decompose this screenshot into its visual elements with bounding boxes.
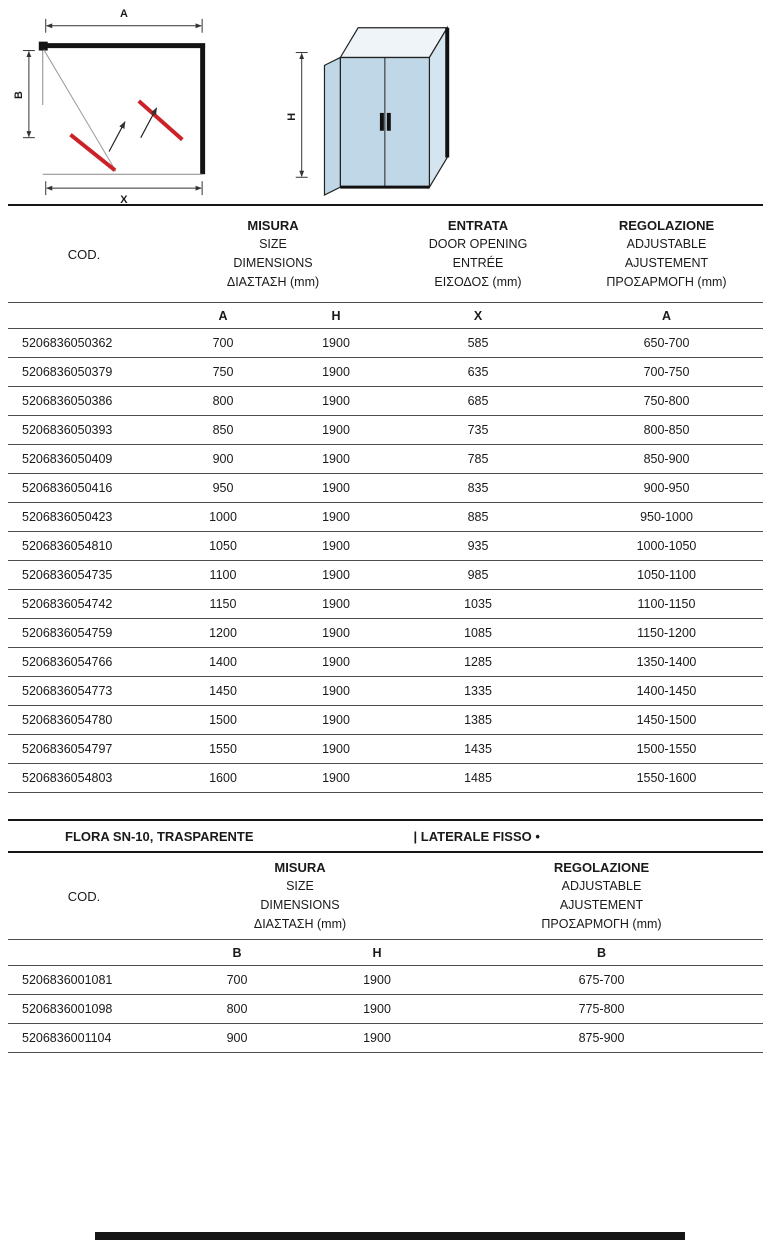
spec-value-cell: 1900 bbox=[286, 358, 386, 387]
table-row bbox=[8, 1024, 763, 1053]
spec-value-cell: 950-1000 bbox=[570, 503, 763, 532]
handle-icon bbox=[387, 113, 391, 131]
spec-value-cell: 1900 bbox=[286, 561, 386, 590]
subheader-b-adjust: B bbox=[440, 940, 763, 966]
spec-value-cell: 1485 bbox=[386, 764, 570, 793]
header-line: REGOLAZIONE bbox=[553, 860, 650, 875]
door-direction-arrow-1 bbox=[109, 122, 125, 152]
spec-value-cell: 635 bbox=[386, 358, 570, 387]
header-line: ADJUSTABLE bbox=[561, 879, 642, 893]
spec-value-cell: 1450 bbox=[160, 677, 286, 706]
product-code-cell: 5206836054773 bbox=[8, 677, 160, 706]
main-size-table-body bbox=[8, 329, 763, 793]
spec-value-cell: 1350-1400 bbox=[570, 648, 763, 677]
spec-value-cell: 1900 bbox=[286, 416, 386, 445]
table-header-row bbox=[8, 205, 763, 303]
table-row bbox=[8, 358, 763, 387]
header-line: AJUSTEMENT bbox=[559, 898, 644, 912]
header-line: DIMENSIONS bbox=[233, 256, 313, 270]
spec-value-cell: 1900 bbox=[286, 474, 386, 503]
subheader-h: H bbox=[286, 303, 386, 329]
column-group-regolazione bbox=[570, 205, 763, 303]
table-row bbox=[8, 445, 763, 474]
dimension-label-x: X bbox=[120, 194, 128, 204]
spec-value-cell: 700 bbox=[160, 329, 286, 358]
perspective-view-diagram bbox=[284, 6, 459, 204]
header-line: MISURA bbox=[247, 218, 299, 233]
spec-value-cell: 985 bbox=[386, 561, 570, 590]
spec-value-cell: 900-950 bbox=[570, 474, 763, 503]
spec-value-cell: 1550-1600 bbox=[570, 764, 763, 793]
header-line: ENTRATA bbox=[447, 218, 509, 233]
spec-value-cell: 1100 bbox=[160, 561, 286, 590]
spec-value-cell: 1500-1550 bbox=[570, 735, 763, 764]
spec-value-cell: 675-700 bbox=[440, 966, 763, 995]
spec-value-cell: 750 bbox=[160, 358, 286, 387]
spec-value-cell: 1100-1150 bbox=[570, 590, 763, 619]
spec-value-cell: 1900 bbox=[286, 503, 386, 532]
dimension-label-h: H bbox=[285, 112, 298, 121]
spec-value-cell: 1050 bbox=[160, 532, 286, 561]
spec-value-cell: 1150-1200 bbox=[570, 619, 763, 648]
section-title-variant: | LATERALE FISSO • bbox=[413, 828, 540, 844]
subheader-empty bbox=[8, 303, 160, 329]
header-line: ADJUSTABLE bbox=[626, 237, 707, 251]
spec-value-cell: 685 bbox=[386, 387, 570, 416]
product-code-cell: 5206836054766 bbox=[8, 648, 160, 677]
table-header-row bbox=[8, 853, 763, 940]
dimension-label-b: B bbox=[12, 91, 25, 100]
spec-value-cell: 1900 bbox=[286, 387, 386, 416]
door-panel-2 bbox=[139, 101, 183, 140]
subheader-a-adjust: A bbox=[570, 303, 763, 329]
table-row bbox=[8, 735, 763, 764]
table-row bbox=[8, 677, 763, 706]
spec-value-cell: 1085 bbox=[386, 619, 570, 648]
table-row bbox=[8, 416, 763, 445]
spec-value-cell: 800-850 bbox=[570, 416, 763, 445]
header-line: DOOR OPENING bbox=[428, 237, 528, 251]
spec-value-cell: 775-800 bbox=[440, 995, 763, 1024]
spec-value-cell: 935 bbox=[386, 532, 570, 561]
spec-value-cell: 1285 bbox=[386, 648, 570, 677]
table-row bbox=[8, 706, 763, 735]
spec-value-cell: 1600 bbox=[160, 764, 286, 793]
spec-value-cell: 1150 bbox=[160, 590, 286, 619]
spec-value-cell: 1900 bbox=[286, 619, 386, 648]
spec-value-cell: 585 bbox=[386, 329, 570, 358]
header-line: REGOLAZIONE bbox=[618, 218, 715, 233]
spec-value-cell: 1035 bbox=[386, 590, 570, 619]
column-header-cod: COD. bbox=[8, 853, 160, 940]
subheader-b: B bbox=[160, 940, 314, 966]
product-code-cell: 5206836050409 bbox=[8, 445, 160, 474]
spec-value-cell: 1435 bbox=[386, 735, 570, 764]
spec-value-cell: 835 bbox=[386, 474, 570, 503]
table-row bbox=[8, 966, 763, 995]
table-row bbox=[8, 474, 763, 503]
spec-value-cell: 1900 bbox=[286, 445, 386, 474]
handle-icon bbox=[380, 113, 384, 131]
spec-value-cell: 850 bbox=[160, 416, 286, 445]
product-code-cell: 5206836054803 bbox=[8, 764, 160, 793]
spec-value-cell: 700-750 bbox=[570, 358, 763, 387]
side-panel-table-body bbox=[8, 966, 763, 1053]
spec-value-cell: 735 bbox=[386, 416, 570, 445]
header-line: ΕΙΣΟΔΟΣ (mm) bbox=[434, 275, 522, 289]
spec-value-cell: 1050-1100 bbox=[570, 561, 763, 590]
table-row bbox=[8, 764, 763, 793]
header-line: ΠΡΟΣΑΡΜΟΓΗ (mm) bbox=[541, 917, 662, 931]
spec-value-cell: 750-800 bbox=[570, 387, 763, 416]
spec-value-cell: 1900 bbox=[286, 648, 386, 677]
spec-value-cell: 1900 bbox=[314, 966, 440, 995]
spec-value-cell: 650-700 bbox=[570, 329, 763, 358]
main-size-table bbox=[8, 204, 763, 793]
header-line: ΔΙΑΣΤΑΣΗ (mm) bbox=[226, 275, 320, 289]
spec-value-cell: 1450-1500 bbox=[570, 706, 763, 735]
spec-value-cell: 1550 bbox=[160, 735, 286, 764]
product-code-cell: 5206836054735 bbox=[8, 561, 160, 590]
header-line: SIZE bbox=[286, 879, 314, 893]
spec-value-cell: 1000-1050 bbox=[570, 532, 763, 561]
table-row bbox=[8, 387, 763, 416]
table-row bbox=[8, 995, 763, 1024]
section-title-model: FLORA SN-10, TRASPARENTE bbox=[65, 828, 254, 844]
spec-value-cell: 800 bbox=[160, 995, 314, 1024]
door-swing-line bbox=[44, 50, 116, 172]
spec-value-cell: 1900 bbox=[286, 677, 386, 706]
header-line: ΔΙΑΣΤΑΣΗ (mm) bbox=[253, 917, 347, 931]
product-code-cell: 5206836050393 bbox=[8, 416, 160, 445]
enclosure-top-face bbox=[340, 28, 447, 58]
subheader-empty bbox=[8, 940, 160, 966]
column-group-misura bbox=[160, 205, 386, 303]
section-title-bar bbox=[8, 819, 763, 853]
spec-value-cell: 1900 bbox=[286, 735, 386, 764]
column-group-regolazione bbox=[440, 853, 763, 940]
product-code-cell: 5206836050423 bbox=[8, 503, 160, 532]
table-row bbox=[8, 503, 763, 532]
subheader-a: A bbox=[160, 303, 286, 329]
product-code-cell: 5206836001104 bbox=[8, 1024, 160, 1053]
spec-value-cell: 1335 bbox=[386, 677, 570, 706]
spec-value-cell: 700 bbox=[160, 966, 314, 995]
product-code-cell: 5206836054759 bbox=[8, 619, 160, 648]
table-row bbox=[8, 648, 763, 677]
table-subheader-row bbox=[8, 940, 763, 966]
product-code-cell: 5206836054797 bbox=[8, 735, 160, 764]
diagrams-row bbox=[0, 0, 771, 204]
table-row bbox=[8, 329, 763, 358]
column-group-misura bbox=[160, 853, 440, 940]
product-code-cell: 5206836001081 bbox=[8, 966, 160, 995]
product-code-cell: 5206836050386 bbox=[8, 387, 160, 416]
spec-value-cell: 800 bbox=[160, 387, 286, 416]
product-code-cell: 5206836050416 bbox=[8, 474, 160, 503]
table-row bbox=[8, 561, 763, 590]
spec-value-cell: 875-900 bbox=[440, 1024, 763, 1053]
spec-value-cell: 900 bbox=[160, 1024, 314, 1053]
table-row bbox=[8, 590, 763, 619]
dimension-label-a: A bbox=[120, 7, 128, 20]
product-code-cell: 5206836054810 bbox=[8, 532, 160, 561]
spec-value-cell: 1900 bbox=[286, 706, 386, 735]
spec-value-cell: 1385 bbox=[386, 706, 570, 735]
header-line: ΠΡΟΣΑΡΜΟΓΗ (mm) bbox=[606, 275, 727, 289]
spec-value-cell: 1900 bbox=[286, 532, 386, 561]
spec-value-cell: 1900 bbox=[286, 590, 386, 619]
product-code-cell: 5206836054780 bbox=[8, 706, 160, 735]
spec-value-cell: 1400-1450 bbox=[570, 677, 763, 706]
spec-value-cell: 850-900 bbox=[570, 445, 763, 474]
wall-profile-left bbox=[39, 42, 48, 51]
product-code-cell: 5206836001098 bbox=[8, 995, 160, 1024]
spec-value-cell: 1900 bbox=[286, 329, 386, 358]
subheader-x: X bbox=[386, 303, 570, 329]
spec-value-cell: 900 bbox=[160, 445, 286, 474]
header-line: DIMENSIONS bbox=[260, 898, 340, 912]
spec-value-cell: 1500 bbox=[160, 706, 286, 735]
subheader-h: H bbox=[314, 940, 440, 966]
spec-value-cell: 885 bbox=[386, 503, 570, 532]
glass-side-left bbox=[324, 57, 340, 195]
spec-value-cell: 1400 bbox=[160, 648, 286, 677]
product-code-cell: 5206836050362 bbox=[8, 329, 160, 358]
door-panel-1 bbox=[70, 135, 115, 171]
column-header-cod: COD. bbox=[8, 205, 160, 303]
plan-view-diagram bbox=[12, 6, 222, 204]
header-line: SIZE bbox=[259, 237, 287, 251]
column-group-entrata bbox=[386, 205, 570, 303]
footer-bar bbox=[95, 1232, 685, 1240]
product-code-cell: 5206836054742 bbox=[8, 590, 160, 619]
spec-value-cell: 1000 bbox=[160, 503, 286, 532]
table-row bbox=[8, 619, 763, 648]
spec-value-cell: 1900 bbox=[286, 764, 386, 793]
spec-value-cell: 1900 bbox=[314, 995, 440, 1024]
table-subheader-row bbox=[8, 303, 763, 329]
table-row bbox=[8, 532, 763, 561]
product-code-cell: 5206836050379 bbox=[8, 358, 160, 387]
spec-value-cell: 1200 bbox=[160, 619, 286, 648]
header-line: ENTRÉE bbox=[452, 256, 504, 270]
header-line: MISURA bbox=[274, 860, 326, 875]
header-line: AJUSTEMENT bbox=[624, 256, 709, 270]
spec-value-cell: 1900 bbox=[314, 1024, 440, 1053]
side-panel-table bbox=[8, 853, 763, 1053]
spec-value-cell: 785 bbox=[386, 445, 570, 474]
spec-value-cell: 950 bbox=[160, 474, 286, 503]
